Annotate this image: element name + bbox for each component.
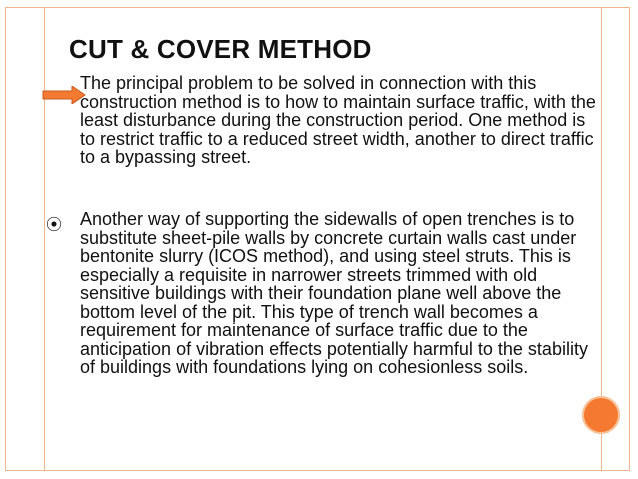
circle-bullet-icon: ⦿ <box>46 217 63 234</box>
paragraph-2: Another way of supporting the sidewalls of open trenches is to substitute sheet-pile walls by concrete curtain walls cast under bentonite slurry (ICOS method), and using steel struts. This is especially a requisite in narrower streets trimmed with old sensitive buildings with their foundation plane well above the bottom level of the pit. This type of trench wall becomes a requirement for maintenance of surface traffic due to the anticipation of vibration effects potentially harmful to the stability of buildings with foundations lying on cohesionless soils. <box>80 209 588 377</box>
slide-title: CUT & COVER METHOD <box>69 34 372 64</box>
left-border-rule <box>44 7 45 471</box>
paragraph-1: The principal problem to be solved in connection with this construction method is to how to maintain surface traffic, with the least disturbance during the construction period. One method is to restrict traffic to a reduced street width, another to direct traffic to a bypassing street. <box>80 73 596 167</box>
corner-circle-decoration <box>582 396 620 434</box>
